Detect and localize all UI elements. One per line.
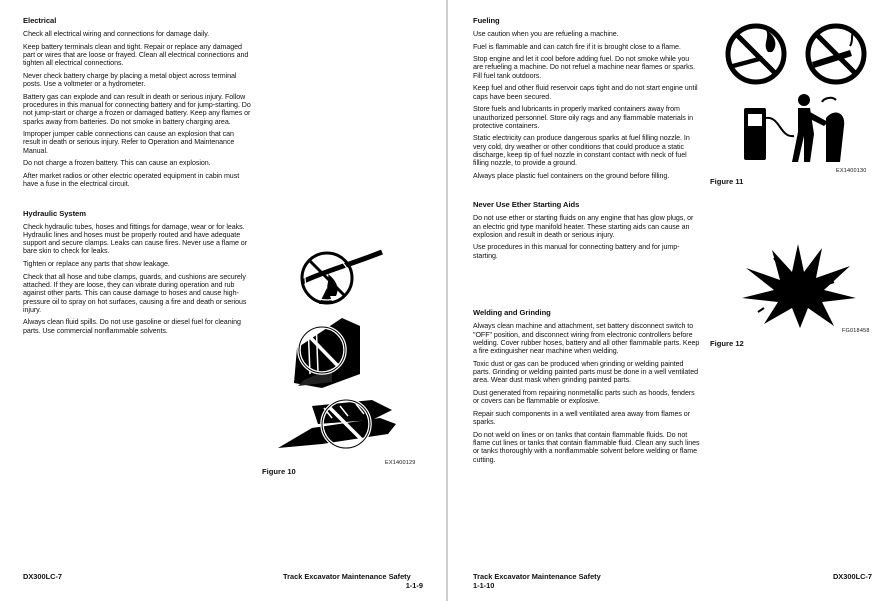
section-hydraulic-system — [23, 209, 251, 335]
footer-page-number: 1-1-9 — [405, 581, 423, 590]
paragraph: Fuel is flammable and can catch fire if it is brought close to a flame. — [473, 42, 681, 51]
paragraph: Store fuels and lubricants in properly marked containers away from unauthorized personnel. Store oily rags and any flammable materials in protective containers. — [473, 105, 694, 130]
paragraph: Do not weld on lines or on tanks that contain flammable fluids. Do not flame cut lines or tanks that contain flammable fluid. Clean any such lines or tanks thoroughly with a nonflammable solvent before welding or flame cutting. — [473, 430, 700, 464]
no-open-flame-icon — [728, 26, 784, 82]
paragraph: Static electricity can produce dangerous sparks at fuel filling nozzle. In very cold, dry weather or other conditions that could produce a static discharge, keep tip of fuel nozzle in constant contact with neck of fuel filling nozzle, to provide a ground. — [473, 134, 690, 168]
paragraph: Stop engine and let it cool before adding fuel. Do not smoke while you are refueling a machine. Do not refuel a machine near flames or sparks. Fill fuel tank outdoors. — [473, 55, 695, 80]
paragraph: Check that all hose and tube clamps, guards, and cushions are securely attached. If they are loose, they can vibrate during operation and rub against other parts. This can cause damage to hoses and cause high-pressure oil to spray on hot surfaces, causing a fire and death or serious injury. — [23, 272, 247, 314]
paragraph: Keep battery terminals clean and tight. Repair or replace any damaged part or wires that are loose or frayed. Clean all electrical connections and tighten all electrical connections. — [23, 42, 249, 68]
explosion-icon — [742, 244, 856, 328]
paragraph: Repair such components in a well ventilated area away from flames or sparks. — [473, 409, 691, 427]
section-never-use-ether — [473, 200, 701, 260]
hand-hose-prohibited-icon — [278, 400, 396, 448]
paragraph: Do not use ether or starting fluids on any engine that has glow plugs, or an electric grid type manifold heater. These starting aids can cause an explosion and result in death or serious injury. — [473, 214, 694, 239]
footer-model: DX300LC-7 — [23, 572, 63, 581]
figure-code: FG018458 — [842, 328, 870, 334]
figure-10-illustration — [272, 238, 422, 460]
footer-title: Track Excavator Maintenance Safety — [283, 572, 411, 581]
paragraph: Always clean fluid spills. Do not use gasoline or diesel fuel for cleaning parts. Use commercial nonflammable solvents. — [23, 318, 241, 335]
paragraph: Never check battery charge by placing a metal object across terminal posts. Use a voltmeter or a hydrometer. — [23, 71, 237, 89]
section-heading: Hydraulic System — [23, 208, 86, 218]
figure-11-illustration — [718, 22, 874, 170]
paragraph: Battery gas can explode and can result in death or serious injury. Follow procedures in this manual for connecting battery and for jump-starting. Do not jump-start or charge a frozen or damaged battery. Keep any flames or sparks away from batteries. Do not smoke in battery charging area. — [23, 92, 251, 126]
section-heading: Welding and Grinding — [473, 308, 551, 318]
hand-leak-prohibited-icon — [294, 318, 360, 388]
paragraph: Improper jumper cable connections can cause an explosion that can result in death or serious injury. Refer to Operation and Maintenance Manual. — [23, 130, 235, 155]
paragraph: After market radios or other electric operated equipment in cabin must have a fuse in the electrical circuit. — [23, 171, 240, 189]
paragraph: Dust generated from repairing nonmetallic parts such as hoods, fenders or covers can be flammable or explosive. — [473, 388, 695, 406]
footer-model: DX300LC-7 — [832, 572, 872, 581]
figure-caption: Figure 11 — [710, 177, 744, 186]
paragraph: Toxic dust or gas can be produced when grinding or welding painted parts. Grinding or welding painted parts must be done in a well ventilated area. Wear dust mask when grinding painted parts. — [473, 359, 699, 385]
figure-code: EX1400129 — [385, 460, 416, 466]
paragraph: Use procedures in this manual for connecting battery and for jump-starting. — [473, 243, 680, 260]
flame-hose-prohibited-icon — [302, 252, 382, 304]
left-text-column — [23, 16, 251, 339]
section-welding-grinding — [473, 308, 701, 464]
fuel-pump-icon — [744, 108, 794, 160]
figure-caption: Figure 12 — [710, 339, 744, 348]
section-electrical — [23, 16, 251, 189]
figure-caption: Figure 10 — [262, 467, 296, 476]
section-heading: Fueling — [473, 16, 500, 25]
spacer — [473, 264, 701, 308]
no-smoking-icon — [808, 26, 864, 82]
paragraph: Tighten or replace any parts that show leakage. — [23, 260, 170, 269]
footer-page-number: 1-1-10 — [473, 581, 495, 590]
paragraph: Always clean machine and attachment, set battery disconnect switch to "OFF" position, and disconnect wiring from electronic controllers before welding. Cover rubber hoses, battery and all other flammable parts. Keep a fire extinguisher near machine when welding. — [473, 322, 700, 356]
paragraph: Always place plastic fuel containers on the ground before filling. — [473, 171, 670, 180]
paragraph: Check hydraulic tubes, hoses and fittings for damage, wear or for leaks. Hydraulic lines and hoses must be properly routed and have adequate support and secure clamps. Leaks can cause fires. Never use a flame or bare skin to check for leaks. — [23, 222, 248, 256]
paragraph: Use caution when you are refueling a machine. — [473, 30, 619, 38]
section-fueling — [473, 16, 701, 180]
section-heading: Electrical — [23, 16, 57, 25]
paragraph: Do not charge a frozen battery. This can cause an explosion. — [23, 159, 211, 168]
paragraph: Check all electrical wiring and connections for damage daily. — [23, 30, 210, 38]
figure-code: EX1400130 — [836, 168, 867, 174]
footer-title: Track Excavator Maintenance Safety — [473, 572, 601, 581]
paragraph: Keep fuel and other fluid reservoir caps tight and do not start engine until caps have been secured. — [473, 84, 698, 101]
right-text-column — [473, 16, 701, 468]
section-heading: Never Use Ether Starting Aids — [473, 200, 580, 210]
person-refueling-icon — [792, 94, 844, 162]
figure-12-illustration — [738, 238, 858, 330]
